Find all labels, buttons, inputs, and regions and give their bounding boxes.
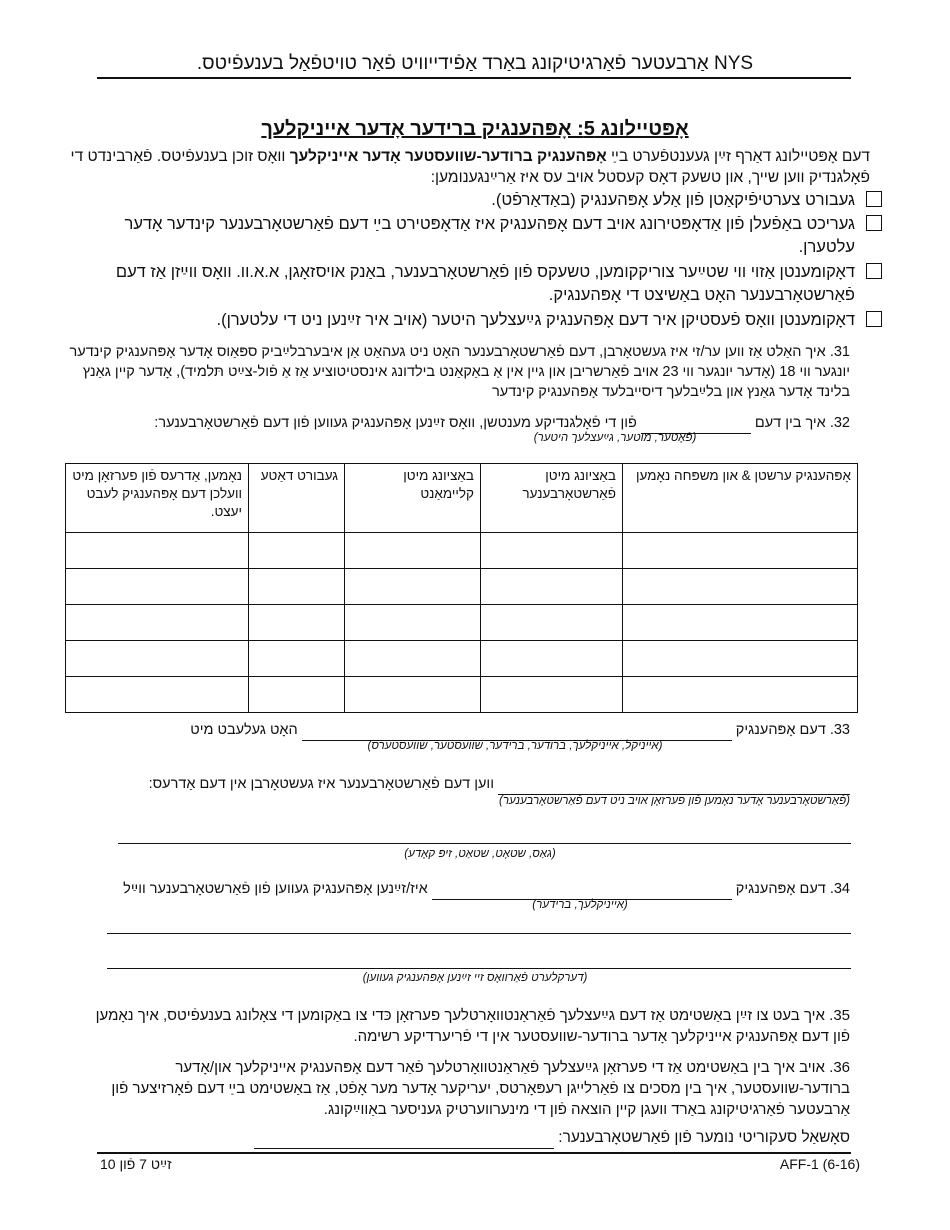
table-cell[interactable]: [345, 533, 481, 569]
q32-mid: פֿון די פֿאָלגנדיקע מענטשן, וואָס זײַנען אָפּהענגיק געווען פֿון דעם פֿאַרשטאָרבענער:: [154, 415, 637, 431]
checklist-item: [85, 261, 855, 307]
q33-line2: [130, 774, 850, 795]
col-header-rel-deceased: באַציונג מיטן פֿאַרשטאָרבענער: [481, 464, 623, 533]
table-cell[interactable]: [345, 569, 481, 605]
q34-note2: (דערקלערט פֿאַרוואָס זיי זײַנען אָפּהענגיק געווען): [362, 972, 588, 984]
table-cell[interactable]: [623, 569, 858, 605]
footer-rule: [97, 1152, 851, 1154]
table-cell[interactable]: [481, 569, 623, 605]
table-cell[interactable]: [623, 605, 858, 641]
q33-note2: (פֿאַרשטאָרבענער אָדער נאָמען פֿון פערזאָן אויב ניט דעם פֿאַרשטאָרבענער): [499, 795, 850, 807]
checkbox[interactable]: [866, 263, 882, 279]
table-cell[interactable]: [481, 677, 623, 713]
table-cell[interactable]: [345, 677, 481, 713]
q33-pre: 33. דעם אָפּהענגיק: [735, 722, 850, 738]
question-35: 35. איך בעט צו זײַן באַשטימט אַז דעם גײַעצלעך פֿאַראַנטוואָרטלעך פערזאָן כּדי צו באַקומען די צאָלונג בענעפֿיטס, איך נאָמען פֿון דעם אָפּהענגיק אייניקלעך אָדער ברודער-שוועסטער אין די פֿריערדיקע רשימה.: [95, 1007, 850, 1045]
table-row: [66, 569, 858, 605]
table-cell[interactable]: [481, 641, 623, 677]
col-header-address: נאָמען, אַדרעס פֿון פערזאָן מיט וועלכן דעם אָפּהענגיק לעבט יעצט.: [66, 464, 249, 533]
table-header-row: [66, 464, 858, 533]
checkbox[interactable]: [866, 311, 882, 327]
col-header-name: אָפּהענגיק ערשטן & און משפּחה נאָמען: [623, 464, 858, 533]
intro-bold: אָפּהענגיק ברודער-שוועסטער אָדער אייניקלעך: [289, 148, 607, 165]
ssn-row: [90, 1128, 850, 1149]
page-number: זײַט 7 פֿון 10: [100, 1156, 172, 1172]
checklist-item: [85, 213, 855, 259]
header-rule: [97, 77, 851, 79]
header-title: NYS אַרבעטער פֿאַרגיטיקונג באַרד אַפֿידייוויט פֿאַר טויטפֿאַל בענעפֿיטס.: [196, 53, 754, 74]
q34-mid: איז/זײַנען אָפּהענגיק געווען פֿון פֿאַרשטאָרבענער ווײַל: [123, 881, 428, 897]
table-cell[interactable]: [623, 677, 858, 713]
q32-note: (פֿאָטער, מוטער, גײַעצלעך היטער): [533, 432, 697, 444]
table-cell[interactable]: [345, 641, 481, 677]
table-cell[interactable]: [249, 569, 345, 605]
col-header-birthdate: געבורט דאַטע: [249, 464, 345, 533]
question-34: [110, 879, 850, 900]
dependents-table: [65, 463, 858, 713]
table-cell[interactable]: [345, 605, 481, 641]
question-33: [160, 720, 850, 741]
ssn-label: סאָשאַל סעקוריטי נומער פֿון פֿאַרשטאָרבענער:: [558, 1129, 850, 1146]
checklist-item: [85, 309, 855, 332]
q33-address-input[interactable]: [118, 843, 851, 844]
q33-line2-text: ווען דעם פֿאַרשטאָרבענער איז געשטאָרבן אין דעם אַדרעס:: [148, 776, 494, 792]
table-cell[interactable]: [481, 533, 623, 569]
form-id: AFF-1 (6-16): [779, 1156, 860, 1172]
col-header-rel-claimant: באַציונג מיטן קליימאַנט: [345, 464, 481, 533]
table-cell[interactable]: [481, 605, 623, 641]
table-cell[interactable]: [66, 569, 249, 605]
checklist-label: געריכט באַפֿעלן פֿון אַדאָפּטירונג אויב דעם אָפּהענגיק איז אַדאָפּטירט בײַ דעם פֿאַרשטאָרבענער קינדער אָדער עלטערן.: [124, 215, 855, 256]
table-cell[interactable]: [249, 641, 345, 677]
checklist-label: דאָקומענטן אַזוי ווי שטײַער צוריקקומען, טשעקס פֿון פֿאַרשטאָרבענער, באַנק אויסזאָגן, א.א.וו. וואָס ווײַזן אַז דעם פֿאַרשטאָרבענער האָט באַשיצט די אָפּהענגיק.: [115, 263, 855, 304]
q33-mid: האָט געלעבט מיט: [190, 722, 298, 738]
table-cell[interactable]: [66, 533, 249, 569]
q33-note: (אייניקל, אייניקלעך, ברודער, ברידער, שוועסטער, שוועסטערס): [367, 740, 663, 752]
q33-note3: (גאַס, שטאָט, שטאַט, זיפּ קאָדע): [404, 848, 556, 860]
table-cell[interactable]: [249, 605, 345, 641]
checklist-label: געבורט צערטיפֿיקאַטן פֿון אַלע אָפּהענגיק (באַדאַרפֿט).: [491, 191, 855, 209]
table-row: [66, 605, 858, 641]
q34-note1: (אייניקלעך, ברידער): [532, 899, 628, 911]
table-cell[interactable]: [249, 533, 345, 569]
q32-relation-input[interactable]: [641, 413, 751, 434]
section-title: אָפּטיילונג 5: אָפּהענגיק ברידער אָדער אייניקלעך: [261, 118, 689, 140]
q32-pre: 32. איך בין דעם: [754, 415, 850, 431]
q34-pre: 34. דעם אָפּהענגיק: [735, 881, 850, 897]
checklist-label: דאָקומענטן וואָס פֿעסטיקן איר דעם אָפּהענגיק גײַעצלעך היטער (אויב איר זײַנען ניט די עלטערן).: [216, 311, 855, 329]
intro-suffix: וואָס זוכן בענעפֿיטס. פֿאַרבינדט די פֿאָלגנדיק ווען שייך, און טשעק דאָס קעסטל אויב עס איז אַרײַנגענומען:: [70, 148, 870, 186]
checklist-item: [85, 189, 855, 212]
table-cell[interactable]: [66, 677, 249, 713]
table-cell[interactable]: [66, 641, 249, 677]
q34-reason-line-2[interactable]: [107, 968, 851, 969]
table-row: [66, 641, 858, 677]
table-row: [66, 533, 858, 569]
checkbox[interactable]: [866, 191, 882, 207]
q34-reason-line-1[interactable]: [107, 933, 851, 934]
table-cell[interactable]: [623, 641, 858, 677]
intro-prefix: דעם אָפּטיילונג דאַרף זײַן געענטפֿערט בײַ: [606, 148, 870, 165]
intro-text: [70, 146, 870, 188]
q33-relation-input[interactable]: [302, 720, 732, 741]
table-row: [66, 677, 858, 713]
q33-name-input[interactable]: [498, 774, 850, 795]
table-cell[interactable]: [66, 605, 249, 641]
checkbox[interactable]: [866, 215, 882, 231]
table-cell[interactable]: [249, 677, 345, 713]
q34-relation-input[interactable]: [432, 879, 732, 900]
ssn-input[interactable]: [254, 1128, 554, 1149]
question-36: 36. אויב איך בין באַשטימט אַז די פערזאָן גײַעצלעך פֿאַראַנטוואָרטלעך פֿאַר דעם אָפּהענגיק אייניקלעך און/אָדער ברודער-שוועסטער, איך בין מסכים צו פֿאַרלייגן רעפּאָרטס, יעריקער אָדער מער אָפֿט, אַז באַשטימט בײַ דעם פֿאָרזיצער פֿון אַרבעטער פֿאַרגיטיקונג באַרד וועגן קיין הוצאה פֿון די מינערווערטיק געניסער באַווײַקונג.: [111, 1059, 850, 1118]
table-cell[interactable]: [623, 533, 858, 569]
question-31: 31. איך האַלט אַז ווען ער/זי איז געשטאָרבן, דעם פֿאַרשטאָרבענער האָט ניט געהאַט אַן איבערבלײַביק ספּאַוס אָדער אָפּהענגיק קינדער יונגער ווי 18 (אָדער יונגער ווי 23 אויב פֿאַרשריבן און גיין אין אַ באַקאַנט בילדונג אינסטיטוציע אַז אַ פֿול-צײַט תּלמיד), אָדער קיין גאַנץ בלינד אָדער גאַנץ און בלײַבלעך דיסייבלעד אָפּהענגיק קינדער: [69, 344, 850, 400]
question-32: [60, 413, 850, 434]
